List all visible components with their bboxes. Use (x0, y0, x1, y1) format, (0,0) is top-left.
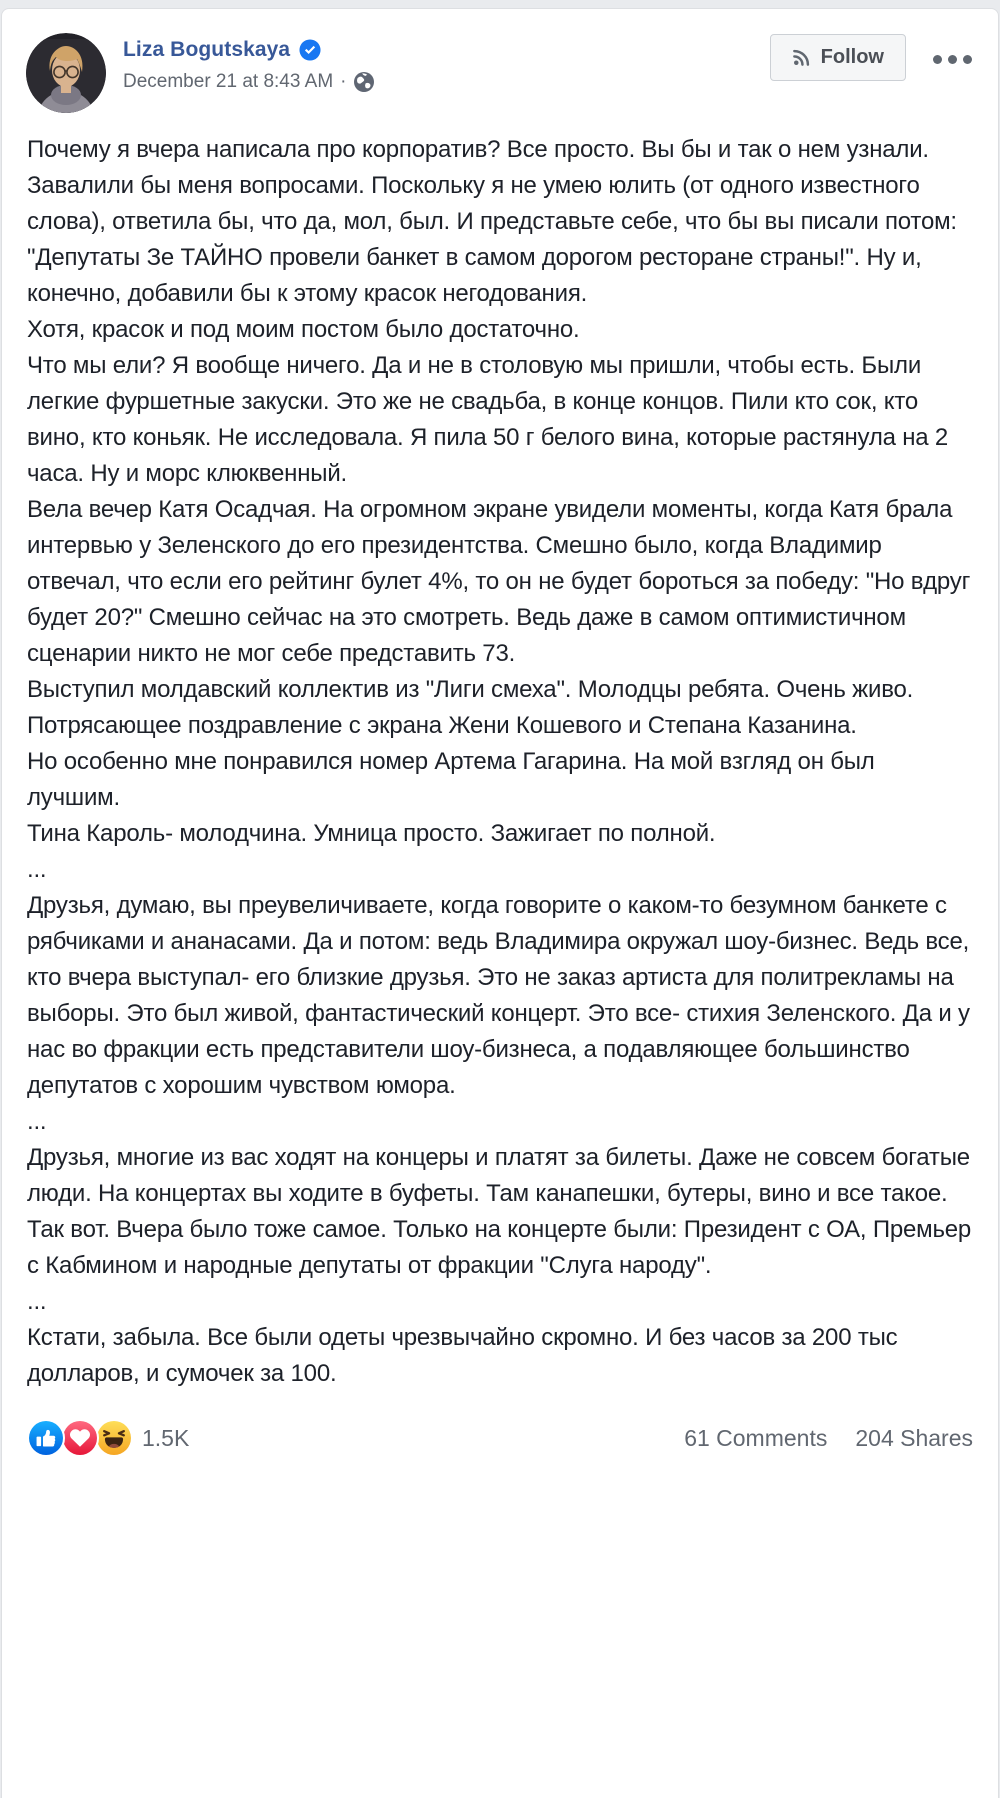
post-paragraph: Но особенно мне понравился номер Артема Гагарина. На мой взгляд он был лучшим. (27, 748, 875, 811)
more-dot (963, 55, 972, 64)
post-paragraph: Почему я вчера написала про корпоратив? Все просто. Вы бы и так о нем узнали. Завалили бы меня вопросами. Поскольку я не умею юлить (от одного известного слова), ответила бы, что да, мол, был. И представьте себе, что бы вы писали потом: "Депутаты Зе ТАЙНО провели банкет в самом дорогом ресторане страны!". Ну и, конечно, добавили бы к этому красок негодования. (27, 136, 957, 307)
reaction-count[interactable]: 1.5K (142, 1424, 190, 1451)
love-reaction-icon[interactable] (61, 1419, 99, 1457)
comments-count-link[interactable]: 61 Comments (684, 1424, 828, 1451)
follow-button-label: Follow (820, 46, 884, 68)
more-dot (948, 55, 957, 64)
more-dot (933, 55, 942, 64)
verified-badge-icon (299, 39, 321, 61)
shares-count-link[interactable]: 204 Shares (855, 1424, 973, 1451)
timestamp[interactable]: December 21 at 8:43 AM (123, 71, 334, 92)
post-header (2, 33, 998, 119)
header-actions (770, 33, 974, 81)
post-card (1, 8, 999, 1798)
post-paragraph: Друзья, думаю, вы преувеличиваете, когда говорите о каком-то безумном банкете с рябчиками и ананасами. Да и потом: ведь Владимира окружал шоу-бизнес. Ведь все, кто вчера выступал- его близкие друзья. Это не заказ артиста для политрекламы на выборы. Это был живой, фантастический концерт. Это все- стихия Зеленского. Да и у нас во фракции есть представители шоу-бизнеса, а подавляющее большинство депутатов с хорошим чувством юмора. (27, 892, 970, 1099)
post-paragraph: Выступил молдавский коллектив из "Лиги смеха". Молодцы ребята. Очень живо. (27, 676, 914, 703)
follow-button[interactable] (770, 34, 906, 81)
post-paragraph: ... (27, 1288, 47, 1315)
more-options-button[interactable] (931, 49, 974, 70)
header-meta (123, 33, 374, 93)
post-paragraph: ... (27, 1108, 47, 1135)
author-row (123, 38, 374, 62)
post-paragraph: Так вот. Вчера было тоже самое. Только на концерте были: Президент с ОА, Премьер с Кабмином и народные депутаты от фракции "Слуга народу". (27, 1216, 972, 1279)
avatar[interactable] (26, 33, 106, 113)
meta-separator: · (340, 71, 347, 92)
post-paragraph: Хотя, красок и под моим постом было достаточно. (27, 316, 580, 343)
post-paragraph: Потрясающее поздравление с экрана Жени Кошевого и Степана Казанина. (27, 712, 857, 739)
post-text (2, 119, 998, 1392)
post-paragraph: Вела вечер Катя Осадчая. На огромном экране увидели моменты, когда Катя брала интервью у Зеленского до его президентства. Смешно было, когда Владимир отвечал, что если его рейтинг булет 4%, то он не будет бороться за победу: "Но вдруг будет 20?" Смешно сейчас на это смотреть. Ведь даже в самом оптимистичном сценарии никто не мог себе представить 73. (27, 496, 971, 667)
author-name-link[interactable]: Liza Bogutskaya (123, 38, 291, 61)
post-meta-row (123, 71, 374, 93)
follow-feed-icon (792, 48, 811, 67)
post-footer (2, 1419, 998, 1457)
like-reaction-icon[interactable] (27, 1419, 65, 1457)
post-paragraph: Друзья, многие из вас ходят на концеры и платят за билеты. Даже не совсем богатые люди. На концертах вы ходите в буфеты. Там канапешки, бутеры, вино и все такое. (27, 1144, 970, 1207)
post-paragraph: Тина Кароль- молодчина. Умница просто. Зажигает по полной. (27, 820, 716, 847)
footer-meta (684, 1425, 973, 1452)
post-paragraph: ... (27, 856, 47, 883)
privacy-public-globe-icon (354, 72, 374, 92)
post-paragraph: Что мы ели? Я вообще ничего. Да и не в столовую мы пришли, чтобы есть. Были легкие фуршетные закуски. Это же не свадьба, в конце концов. Пили кто сок, кто вино, кто коньяк. Не исследовала. Я пила 50 г белого вина, которые растянула на 2 часа. Ну и морс клюквенный. (27, 352, 949, 487)
haha-reaction-icon[interactable] (95, 1419, 133, 1457)
avatar-portrait (26, 33, 106, 113)
post-paragraph: Кстати, забыла. Все были одеты чрезвычайно скромно. И без часов за 200 тыс долларов, и сумочек за 100. (27, 1324, 898, 1387)
reactions-summary[interactable] (27, 1419, 189, 1457)
